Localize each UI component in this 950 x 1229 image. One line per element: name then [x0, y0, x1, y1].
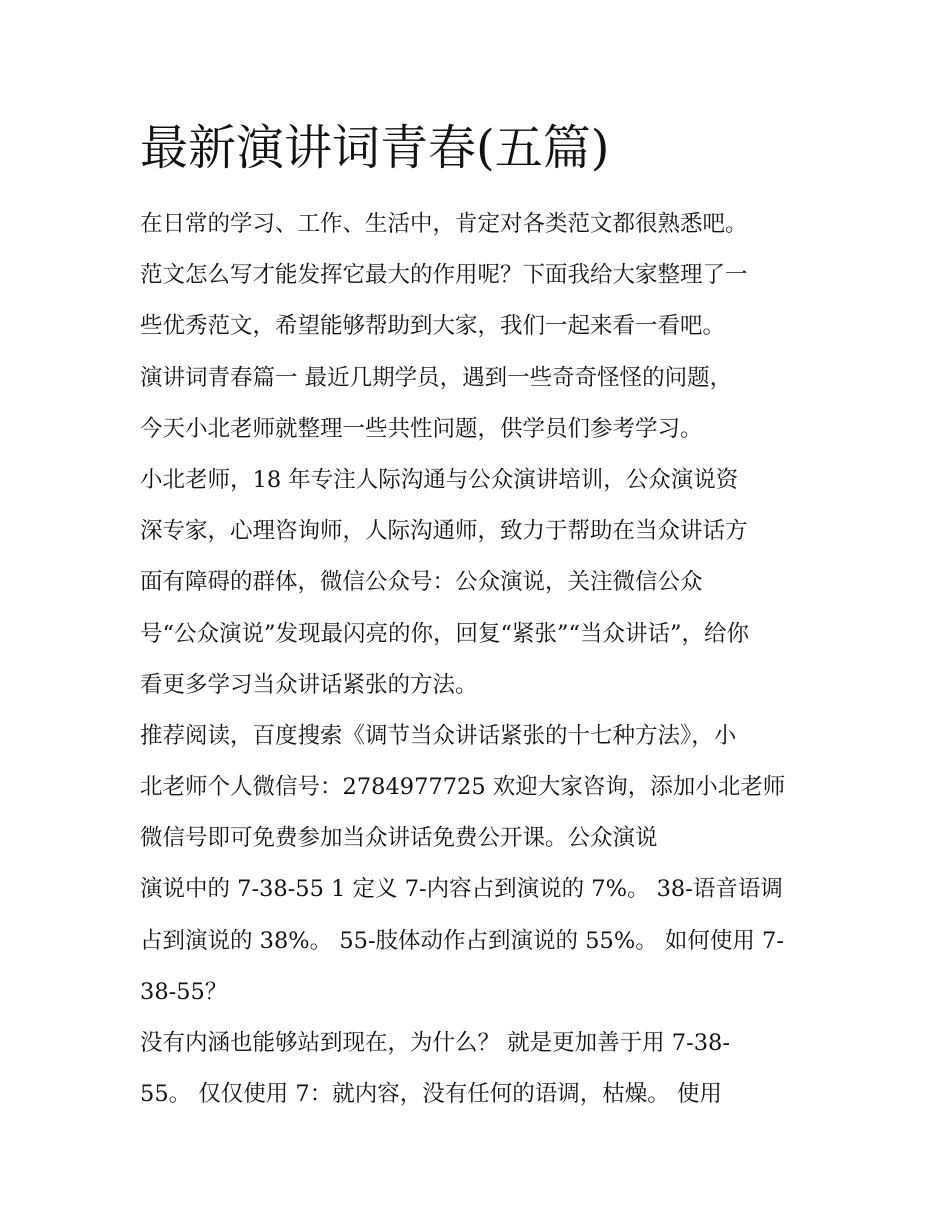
text-line: 北老师个人微信号：2784977725 欢迎大家咨询，添加小北老师	[140, 774, 786, 801]
text-line: 今天小北老师就整理一些共性问题，供学员们参考学习。	[140, 415, 703, 442]
text-line: 55。 仅仅使用 7：就内容，没有任何的语调，枯燥。 使用	[140, 1081, 722, 1108]
text-line: 演说中的 7-38-55 1 定义 7-内容占到演说的 7%。 38-语音语调	[140, 876, 783, 903]
text-line: 范文怎么写才能发挥它最大的作用呢？下面我给大家整理了一	[140, 262, 748, 289]
text-line: 38-55？	[140, 978, 228, 1005]
text-line: 面有障碍的群体，微信公众号：公众演说，关注微信公众	[140, 569, 703, 596]
document-body	[140, 199, 820, 1120]
text-line: 占到演说的 38%。 55-肢体动作占到演说的 55%。 如何使用 7-	[140, 927, 784, 954]
text-line: 推荐阅读，百度搜索《调节当众讲话紧张的十七种方法》，小	[140, 722, 737, 749]
text-line: 在日常的学习、工作、生活中，肯定对各类范文都很熟悉吧。	[140, 211, 748, 237]
text-line: 微信号即可免费参加当众讲话免费公开课。公众演说	[140, 825, 658, 852]
text-line: 看更多学习当众讲话紧张的方法。	[140, 671, 478, 698]
text-line: 深专家，心理咨询师，人际沟通师，致力于帮助在当众讲话方	[140, 518, 748, 545]
text-line: 演讲词青春篇一 最近几期学员，遇到一些奇奇怪怪的问题，	[140, 364, 733, 391]
text-line: 小北老师，18 年专注人际沟通与公众演讲培训，公众演说资	[140, 466, 739, 493]
document-title: 最新演讲词青春(五篇)	[140, 120, 610, 176]
text-line: 没有内涵也能够站到现在，为什么？ 就是更加善于用 7-38-	[140, 1030, 730, 1056]
text-line: 号“公众演说”发现最闪亮的你，回复“紧张”“当众讲话”，给你	[140, 620, 750, 647]
text-line: 些优秀范文，希望能够帮助到大家，我们一起来看一看吧。	[140, 313, 726, 340]
